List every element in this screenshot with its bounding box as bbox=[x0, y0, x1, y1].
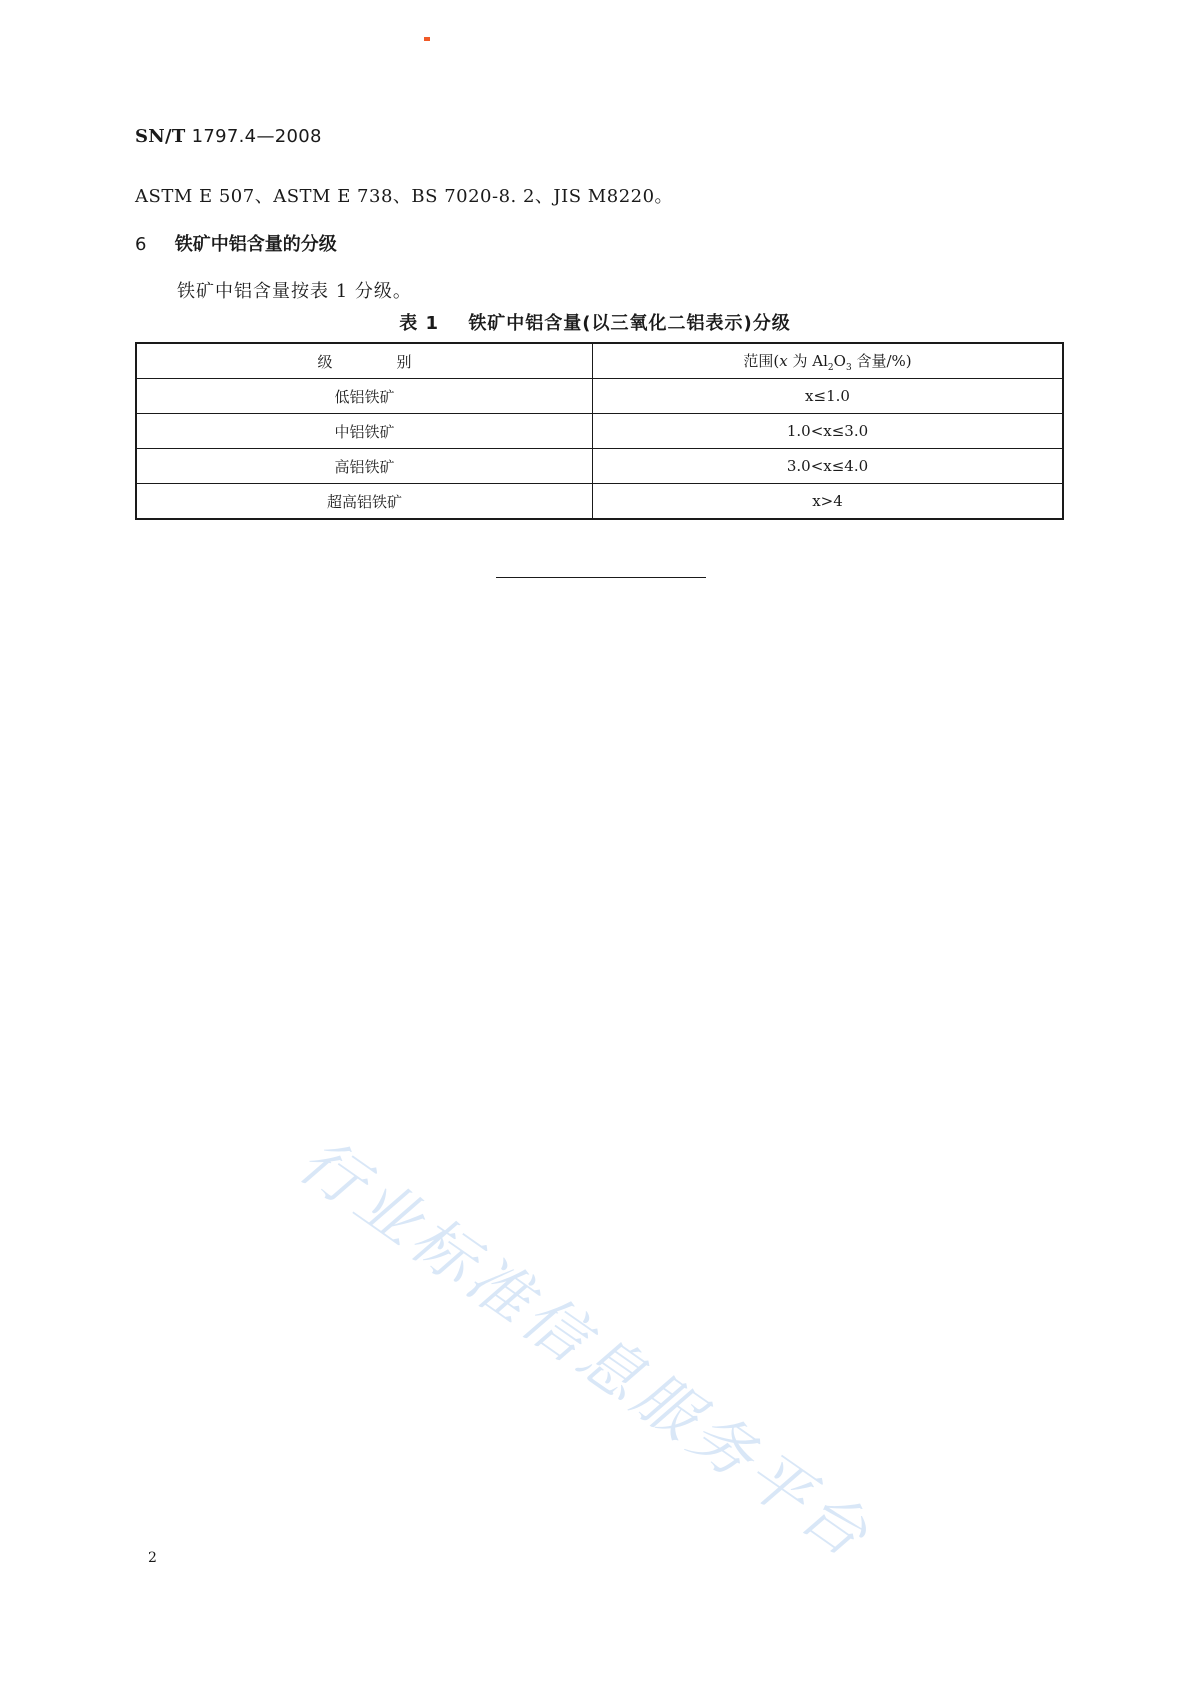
header-range-prefix: 范围( bbox=[743, 351, 780, 370]
header-range-suffix: 含量/%) bbox=[851, 351, 912, 370]
page-number: 2 bbox=[148, 1550, 157, 1566]
grade-table bbox=[135, 342, 1064, 520]
table-row bbox=[136, 379, 1063, 414]
standard-code bbox=[135, 126, 322, 147]
header-grade-part2: 别 bbox=[396, 352, 412, 371]
header-range bbox=[593, 343, 1064, 379]
end-rule bbox=[496, 577, 706, 578]
standard-prefix: SN/T bbox=[135, 126, 186, 147]
cell-grade: 中铝铁矿 bbox=[136, 414, 593, 449]
references-line: ASTM E 507、ASTM E 738、BS 7020-8. 2、JIS M8220。 bbox=[135, 186, 674, 207]
cell-range: 3.0<x≤4.0 bbox=[593, 449, 1064, 484]
cell-grade: 超高铝铁矿 bbox=[136, 484, 593, 520]
header-range-sub1: 2 bbox=[827, 362, 834, 373]
cell-range: 1.0<x≤3.0 bbox=[593, 414, 1064, 449]
cell-range: x≤1.0 bbox=[593, 379, 1064, 414]
section-heading bbox=[135, 230, 337, 256]
section-number: 6 bbox=[135, 234, 147, 255]
table-caption-label: 表 1 bbox=[399, 313, 440, 334]
table-header-row bbox=[136, 343, 1063, 379]
watermark: 行业标准信息服务平台 bbox=[286, 1123, 886, 1574]
cell-grade: 高铝铁矿 bbox=[136, 449, 593, 484]
table-caption bbox=[0, 309, 1190, 335]
section-title: 铁矿中铝含量的分级 bbox=[174, 234, 337, 255]
table-row bbox=[136, 449, 1063, 484]
standard-number: 1797.4—2008 bbox=[191, 126, 322, 147]
table-row bbox=[136, 414, 1063, 449]
cell-grade: 低铝铁矿 bbox=[136, 379, 593, 414]
header-range-var: x bbox=[779, 351, 788, 370]
table-caption-title: 铁矿中铝含量(以三氧化二铝表示)分级 bbox=[468, 313, 791, 334]
header-grade-part1: 级 bbox=[317, 352, 333, 371]
header-range-sub2: 3 bbox=[845, 362, 852, 373]
table-row bbox=[136, 484, 1063, 520]
header-range-o: O bbox=[833, 351, 846, 370]
paragraph: 铁矿中铝含量按表 1 分级。 bbox=[177, 281, 412, 302]
orange-mark bbox=[424, 37, 430, 41]
cell-range: x>4 bbox=[593, 484, 1064, 520]
header-range-mid: 为 Al bbox=[787, 351, 828, 370]
header-grade bbox=[136, 343, 593, 379]
